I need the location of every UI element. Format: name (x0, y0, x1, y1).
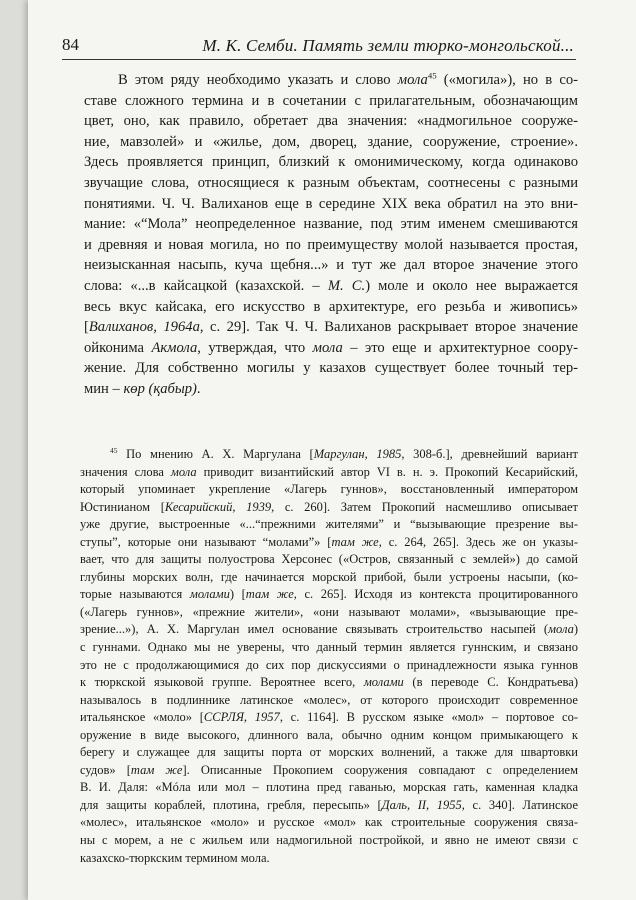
italic-term: там же (331, 534, 379, 549)
text-run: вает, что для защиты полуострова Херсонес («Остров, связанный с землей») до самой (80, 552, 578, 567)
text-run: судов» [ (80, 762, 131, 777)
footnote-line (80, 744, 578, 762)
footnote-line (80, 832, 578, 850)
footnote-line (80, 446, 578, 464)
running-title: М. К. Семби. Память земли тюрко-монгольской... (202, 36, 574, 55)
text-line (84, 111, 578, 132)
footnote-line (80, 621, 578, 639)
text-run: неизысканная насыпь, куча щебня...» и тут же дал второе значение этого (84, 257, 578, 274)
text-line (84, 194, 578, 215)
footnote-line (80, 639, 578, 657)
main-paragraph (84, 70, 578, 400)
text-run: , с. 29]. Так Ч. Ч. Валиханов раскрывает второе значение (199, 319, 578, 336)
footnote-line (80, 692, 578, 710)
footnote-line (80, 569, 578, 587)
text-run: глубины морских волн, где начинается морской прибой, были устроены насыпи, (ко- (80, 569, 578, 584)
italic-term: Кесарийский, 1939 (164, 499, 272, 514)
text-run: с гуннами. Однако мы не уверены, что данный термин является гуннским, и связано (80, 640, 578, 655)
page-number: 84 (62, 35, 79, 54)
text-run: оружение в виде высокого, длинного вала, обычно одним концом примыкающего к (80, 727, 578, 742)
italic-term: мола (548, 622, 574, 637)
text-run: (в переводе С. Кондратьева) (403, 675, 578, 690)
text-line (84, 297, 578, 318)
footnote-line (80, 814, 578, 832)
italic-term: Даль, II, 1955 (381, 797, 462, 812)
text-run: «молес», итальянское «моло» и русское «мол» как строительные сооружения связа- (80, 815, 578, 830)
footnote-line (80, 586, 578, 604)
text-line (84, 214, 578, 235)
text-line (84, 91, 578, 112)
footnote-line (80, 516, 578, 534)
italic-term: там же (245, 587, 294, 602)
footnote-45 (80, 446, 578, 867)
text-line (84, 358, 578, 379)
footnote-marker: 45 (427, 70, 437, 81)
text-run: для защиты кораблей, плотина, гребля, пересыпь» [ (80, 797, 382, 812)
italic-term: мола (170, 464, 197, 479)
text-run: , с. 1164]. В русском языке «мол» – портовое со- (279, 710, 578, 725)
italic-term: көр (қабыр) (123, 380, 197, 397)
text-run: мин – (84, 380, 124, 397)
text-line (84, 338, 578, 359)
italic-term: Маргулан, 1985 (313, 447, 402, 461)
text-run: берегу и служащее для защиты порта от морских волнений, а также для швартовки (80, 745, 578, 760)
footnote-line (80, 499, 578, 517)
text-run: ступы”, которые они называют “молами”» [ (80, 534, 332, 549)
text-run: , с. 264, 265]. Здесь же он указы- (378, 534, 578, 549)
text-run: называлось в подлиннике латинское «молес», от которого происходит современное (80, 692, 578, 707)
text-run: , с. 340]. Латинское (461, 797, 578, 812)
footnote-marker: 45 (110, 446, 118, 456)
text-run: ]. Описанные Прокопием сооружения совпадают с определением (182, 762, 579, 777)
italic-term: ССРЛЯ, 1957 (203, 710, 280, 725)
text-run: слова: «...в кайсацкой (казахской. – (84, 277, 328, 294)
footnote-line (80, 797, 578, 815)
footnote-line (80, 779, 578, 797)
text-run: Юстинианом [ (80, 499, 165, 514)
italic-term: мола (312, 339, 343, 356)
text-run: который упоминает укрепление «Лагерь гуннов», восстановленный императором (80, 482, 578, 497)
text-run: ) моле и около нее выражается (365, 277, 578, 294)
footnote-line (80, 850, 578, 868)
footnote-line (80, 657, 578, 675)
text-run: В. И. Даля: «Мóла или мол – плотина пред гаванью, морская гать, каменная кладка (80, 780, 578, 795)
text-line (84, 317, 578, 338)
text-line (84, 255, 578, 276)
text-run: ) [ (229, 587, 246, 602)
italic-term: Валиханов, 1964а (88, 319, 200, 336)
text-run: , с. 260]. Затем Прокопий насмешливо описывает (271, 499, 578, 514)
text-run: ние, мавзолей» и «жилье, дом, дворец, здание, сооружение, строение». (84, 133, 578, 150)
text-run: ) (573, 622, 578, 637)
text-run: , утверждая, что (197, 339, 313, 356)
text-run: приводит византийский автор VI в. н. э. Прокопий Кесарийский, (196, 464, 578, 479)
text-run: мание: «“Мола” неопределенное название, под этим именем смешиваются (84, 216, 578, 233)
text-run: Здесь проявляется принцип, близкий к омонимическому, когда одинаково (84, 154, 578, 171)
text-run: – это еще и архитектурное соору- (342, 339, 578, 356)
footnote-line (80, 709, 578, 727)
italic-term: молами (189, 587, 230, 602)
text-run: («Лагерь гуннов», «прежние жители», «они называют молами», «вызывающие пре- (80, 604, 578, 619)
text-run: к тюркской языковой группе. Вероятнее всего, (80, 675, 364, 690)
text-run: итальянское «моло» [ (80, 710, 204, 725)
italic-term: молами (363, 675, 404, 690)
text-run: зрение...»), А. Х. Маргулан имел основание связывать строительство насыпей ( (80, 622, 549, 637)
text-line (84, 173, 578, 194)
footnote-line (80, 464, 578, 482)
italic-term: Акмола (151, 339, 198, 356)
text-run: , с. 265]. Исходя из контекста процитированного (293, 587, 579, 602)
footnote-line (80, 481, 578, 499)
text-run: , 308-б.], древнейший вариант (401, 447, 578, 461)
text-line (84, 152, 578, 173)
text-line (84, 379, 578, 400)
text-run: ойконима (84, 339, 152, 356)
italic-term: М. С. (327, 277, 366, 294)
footnote-line (80, 762, 578, 780)
footnote-line (80, 534, 578, 552)
text-run: звучащие слова, относящиеся к разным объектам, соотнесены с разными (84, 174, 578, 191)
text-run: жение. Для собственно могилы у казахов существует более точный тер- (84, 360, 578, 377)
footnote-line (80, 674, 578, 692)
text-run: это не с продолжающимися до сих пор дискуссиями о принадлежности языка гуннов (80, 657, 578, 672)
text-line (84, 235, 578, 256)
text-run: понятиями. Ч. Ч. Валиханов еще в середине XIX века обратил на это вни- (84, 195, 578, 212)
text-run: В этом ряду необходимо указать и слово (118, 72, 398, 88)
text-run: ны с морем, а не с жильем или надмогильной постройкой, и явно не имеют связи с (80, 833, 578, 848)
text-run: [ (84, 319, 89, 336)
text-line (84, 70, 578, 91)
text-run: значения слова (80, 464, 171, 479)
italic-term: там же (130, 762, 183, 777)
text-line (84, 132, 578, 153)
text-run: уже другие, выстроенные «...“прежними жителями” и “вызывающие презрение вы- (80, 517, 578, 532)
text-run: По мнению А. Х. Маргулана [ (117, 447, 314, 461)
italic-term: мола (397, 72, 428, 88)
text-run: цвет, оно, как правило, обретает два значения: «надмогильное сооруже- (84, 113, 578, 130)
text-run: и древняя и новая могила, но по преимуществу молой называется простая, (84, 236, 578, 253)
footnote-line (80, 727, 578, 745)
footnote-line (80, 604, 578, 622)
text-run: весь вкус кайсака, его искусство в архитектуре, его резьба и живопись» (84, 298, 578, 315)
text-run: («могила»), но в со- (436, 72, 578, 88)
text-run: казахско-тюркским термином мола. (80, 850, 270, 865)
running-header (62, 33, 576, 60)
text-line (84, 276, 578, 297)
footnote-line (80, 551, 578, 569)
text-run: . (196, 380, 201, 397)
text-run: торые называются (80, 587, 190, 602)
text-run: ставе сложного термина и в сочетании с прилагательным, обозначающим (84, 92, 578, 109)
